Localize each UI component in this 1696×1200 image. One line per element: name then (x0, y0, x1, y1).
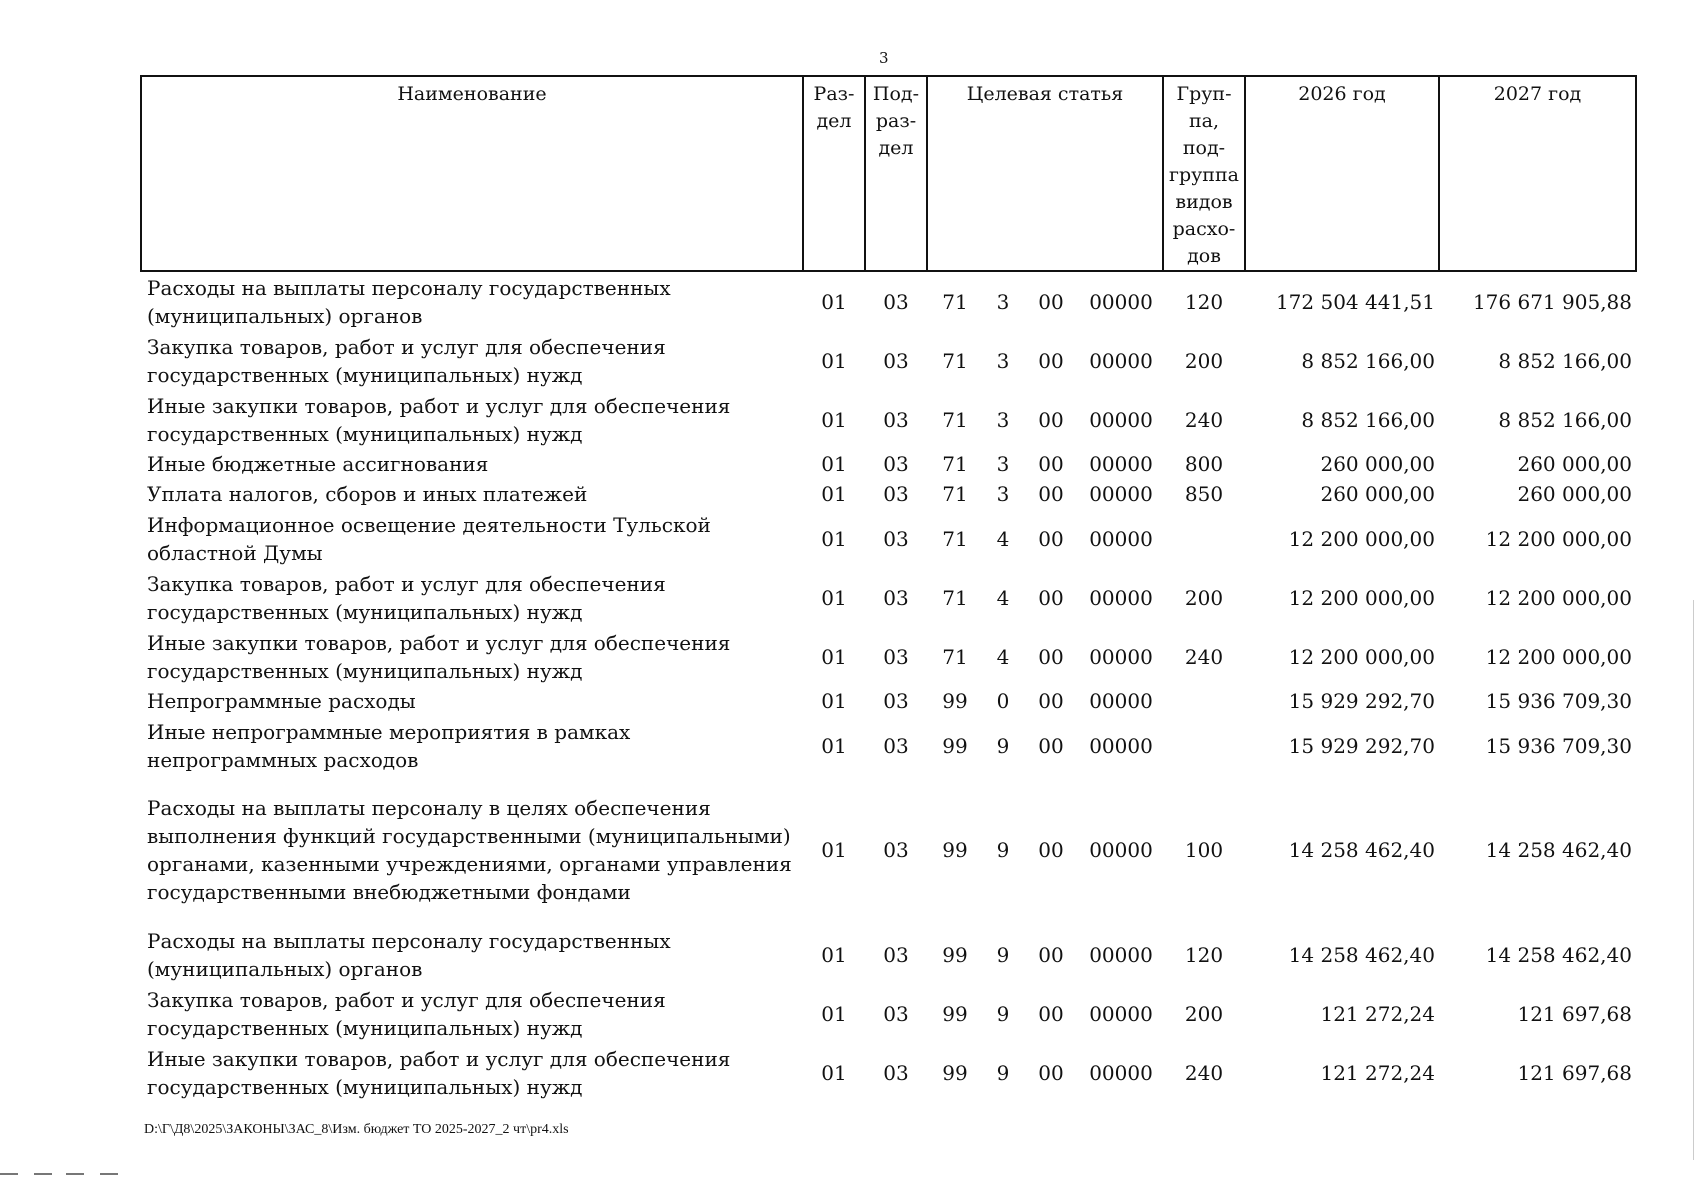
header-year-2026: 2026 год (1245, 76, 1439, 271)
row-amount-2027: 121 697,68 (1517, 1060, 1632, 1085)
budget-table (140, 75, 1637, 1102)
row-razdel: 01 (821, 1060, 847, 1085)
row-target-main-event: 00 (1038, 644, 1064, 669)
row-amount-2027: 8 852 166,00 (1498, 348, 1632, 373)
row-amount-2027: 14 258 462,40 (1485, 942, 1632, 967)
row-target-main-event: 00 (1038, 689, 1064, 713)
row-razdel: 01 (821, 289, 847, 314)
table-row (141, 911, 1636, 984)
row-podrazdel: 03 (883, 452, 909, 476)
row-name: Расходы на выплаты персоналу государственных (муниципальных) органов (147, 928, 671, 981)
row-name: Расходы на выплаты персоналу государственных (муниципальных) органов (147, 275, 671, 328)
row-target-program: 99 (942, 942, 968, 967)
row-razdel: 01 (821, 585, 847, 610)
row-amount-2027: 260 000,00 (1517, 482, 1632, 506)
row-expense-group (1163, 716, 1245, 775)
header-name: Наименование (141, 76, 803, 271)
row-target-program: 99 (942, 1001, 968, 1026)
row-razdel: 01 (821, 407, 847, 432)
row-name: Закупка товаров, работ и услуг для обеспечения государственных (муниципальных) нужд (147, 571, 666, 624)
row-amount-2026: 12 200 000,00 (1288, 585, 1435, 610)
row-amount-2027: 8 852 166,00 (1498, 407, 1632, 432)
row-target-program: 99 (942, 733, 968, 758)
row-amount-2027: 176 671 905,88 (1472, 289, 1632, 314)
row-name: Закупка товаров, работ и услуг для обеспечения государственных (муниципальных) нужд (147, 987, 666, 1040)
row-amount-2026: 14 258 462,40 (1288, 838, 1435, 862)
row-target-direction: 00000 (1089, 1060, 1153, 1085)
row-target-direction: 00000 (1089, 942, 1153, 967)
row-name: Информационное освещение деятельности Тульской областной Думы (147, 512, 711, 565)
row-target-subprogram: 3 (996, 407, 1010, 432)
row-target-main-event: 00 (1038, 733, 1064, 758)
row-target-direction: 00000 (1089, 838, 1153, 862)
row-target-main-event: 00 (1038, 1001, 1064, 1026)
row-amount-2026: 15 929 292,70 (1288, 689, 1435, 713)
row-target-direction: 00000 (1089, 482, 1153, 506)
row-target-subprogram: 4 (996, 526, 1010, 551)
row-target-main-event: 00 (1038, 452, 1064, 476)
row-expense-group: 240 (1184, 644, 1224, 669)
row-name: Иные закупки товаров, работ и услуг для обеспечения государственных (муниципальных) нужд (147, 393, 731, 446)
row-podrazdel: 03 (883, 733, 909, 758)
row-razdel: 01 (821, 838, 847, 862)
row-target-program: 71 (942, 407, 968, 432)
row-target-program: 99 (942, 689, 968, 713)
row-target-direction: 00000 (1089, 644, 1153, 669)
row-amount-2027: 12 200 000,00 (1485, 644, 1632, 669)
row-target-main-event: 00 (1038, 838, 1064, 862)
row-amount-2026: 121 272,24 (1320, 1001, 1435, 1026)
row-target-subprogram: 3 (996, 482, 1010, 506)
header-podrazdel: Под- раз- дел (865, 76, 927, 271)
row-razdel: 01 (821, 733, 847, 758)
row-amount-2026: 15 929 292,70 (1288, 733, 1435, 758)
row-name: Иные закупки товаров, работ и услуг для обеспечения государственных (муниципальных) нужд (147, 630, 731, 683)
scan-mark (66, 1173, 84, 1175)
row-amount-2027: 12 200 000,00 (1485, 585, 1632, 610)
row-razdel: 01 (821, 689, 847, 713)
row-target-program: 71 (942, 348, 968, 373)
row-razdel: 01 (821, 644, 847, 669)
row-target-subprogram: 3 (996, 452, 1010, 476)
row-podrazdel: 03 (883, 348, 909, 373)
row-podrazdel: 03 (883, 838, 909, 862)
table-row (141, 331, 1636, 390)
row-razdel: 01 (821, 942, 847, 967)
row-podrazdel: 03 (883, 526, 909, 551)
row-target-direction: 00000 (1089, 407, 1153, 432)
row-amount-2026: 8 852 166,00 (1301, 348, 1435, 373)
row-target-program: 71 (942, 482, 968, 506)
row-expense-group: 240 (1184, 1060, 1224, 1085)
row-amount-2026: 172 504 441,51 (1275, 289, 1435, 314)
row-amount-2026: 260 000,00 (1320, 452, 1435, 476)
row-target-subprogram: 9 (996, 942, 1010, 967)
row-expense-group: 120 (1184, 289, 1224, 314)
table-row (141, 686, 1636, 716)
scan-mark (100, 1173, 118, 1175)
row-amount-2026: 260 000,00 (1320, 482, 1435, 506)
row-target-subprogram: 4 (996, 644, 1010, 669)
row-target-program: 71 (942, 526, 968, 551)
row-target-main-event: 00 (1038, 585, 1064, 610)
row-target-direction: 00000 (1089, 689, 1153, 713)
page-number: 3 (879, 49, 889, 67)
row-target-main-event: 00 (1038, 482, 1064, 506)
row-target-subprogram: 4 (996, 585, 1010, 610)
row-podrazdel: 03 (883, 1001, 909, 1026)
row-razdel: 01 (821, 482, 847, 506)
table-row (141, 568, 1636, 627)
row-target-direction: 00000 (1089, 1001, 1153, 1026)
row-amount-2027: 12 200 000,00 (1485, 526, 1632, 551)
row-podrazdel: 03 (883, 482, 909, 506)
row-amount-2026: 121 272,24 (1320, 1060, 1435, 1085)
row-target-program: 99 (942, 838, 968, 862)
row-expense-group (1163, 509, 1245, 568)
row-podrazdel: 03 (883, 644, 909, 669)
row-target-subprogram: 0 (996, 689, 1010, 713)
row-amount-2026: 12 200 000,00 (1288, 526, 1435, 551)
row-razdel: 01 (821, 1001, 847, 1026)
table-row (141, 984, 1636, 1043)
row-target-direction: 00000 (1089, 585, 1153, 610)
row-expense-group (1163, 686, 1245, 716)
row-expense-group: 240 (1184, 407, 1224, 432)
row-amount-2026: 8 852 166,00 (1301, 407, 1435, 432)
row-expense-group: 100 (1184, 838, 1224, 862)
row-target-subprogram: 9 (996, 1001, 1010, 1026)
row-name: Непрограммные расходы (147, 689, 416, 713)
row-target-subprogram: 3 (996, 289, 1010, 314)
row-podrazdel: 03 (883, 1060, 909, 1085)
row-target-program: 71 (942, 644, 968, 669)
scan-mark (0, 1173, 18, 1175)
footer-file-path: D:\Г\Д8\2025\ЗАКОНЫ\ЗАС_8\Изм. бюджет ТО 2025-2027_2 чт\pr4.xls (144, 1122, 569, 1137)
row-podrazdel: 03 (883, 689, 909, 713)
row-target-main-event: 00 (1038, 942, 1064, 967)
row-razdel: 01 (821, 452, 847, 476)
row-expense-group: 850 (1184, 482, 1224, 506)
row-target-direction: 00000 (1089, 452, 1153, 476)
table-row (141, 449, 1636, 479)
row-target-main-event: 00 (1038, 407, 1064, 432)
table-row (141, 775, 1636, 911)
row-amount-2027: 15 936 709,30 (1485, 733, 1632, 758)
table-row (141, 627, 1636, 686)
row-amount-2027: 121 697,68 (1517, 1001, 1632, 1026)
table-row (141, 271, 1636, 331)
scan-edge (1693, 600, 1694, 1160)
table-header-row (141, 76, 1636, 271)
row-name: Уплата налогов, сборов и иных платежей (147, 482, 588, 506)
row-target-direction: 00000 (1089, 348, 1153, 373)
row-amount-2027: 260 000,00 (1517, 452, 1632, 476)
row-expense-group: 200 (1184, 1001, 1224, 1026)
row-expense-group: 120 (1184, 942, 1224, 967)
table-row (141, 509, 1636, 568)
row-target-main-event: 00 (1038, 289, 1064, 314)
row-name: Иные закупки товаров, работ и услуг для обеспечения государственных (муниципальных) нужд (147, 1046, 731, 1099)
row-name: Иные бюджетные ассигнования (147, 452, 489, 476)
header-year-2027: 2027 год (1439, 76, 1636, 271)
row-name: Иные непрограммные мероприятия в рамках непрограммных расходов (147, 719, 631, 772)
row-razdel: 01 (821, 526, 847, 551)
row-amount-2027: 14 258 462,40 (1485, 838, 1632, 862)
row-target-program: 71 (942, 452, 968, 476)
header-razdel: Раз- дел (803, 76, 865, 271)
row-podrazdel: 03 (883, 585, 909, 610)
row-target-main-event: 00 (1038, 1060, 1064, 1085)
scan-mark (34, 1173, 52, 1175)
header-target-article: Целевая статья (927, 76, 1163, 271)
row-target-subprogram: 9 (996, 838, 1010, 862)
row-target-subprogram: 9 (996, 733, 1010, 758)
table-row (141, 716, 1636, 775)
row-name: Расходы на выплаты персоналу в целях обеспечения выполнения функций государственными (муниципальными) органами, казенными учреждениями, органами управления государственными внебюджетными фондами (147, 796, 792, 904)
row-podrazdel: 03 (883, 407, 909, 432)
row-amount-2026: 12 200 000,00 (1288, 644, 1435, 669)
row-target-direction: 00000 (1089, 289, 1153, 314)
row-target-program: 71 (942, 585, 968, 610)
table-row (141, 1043, 1636, 1102)
table-row (141, 479, 1636, 509)
row-target-program: 99 (942, 1060, 968, 1085)
row-podrazdel: 03 (883, 289, 909, 314)
row-razdel: 01 (821, 348, 847, 373)
row-expense-group: 200 (1184, 585, 1224, 610)
row-amount-2026: 14 258 462,40 (1288, 942, 1435, 967)
row-target-subprogram: 3 (996, 348, 1010, 373)
header-expense-group: Груп- па, под- группа видов расхо- дов (1163, 76, 1245, 271)
row-target-direction: 00000 (1089, 526, 1153, 551)
row-podrazdel: 03 (883, 942, 909, 967)
row-target-subprogram: 9 (996, 1060, 1010, 1085)
row-amount-2027: 15 936 709,30 (1485, 689, 1632, 713)
row-name: Закупка товаров, работ и услуг для обеспечения государственных (муниципальных) нужд (147, 334, 666, 387)
row-expense-group: 200 (1184, 348, 1224, 373)
row-target-main-event: 00 (1038, 348, 1064, 373)
row-expense-group: 800 (1184, 452, 1224, 476)
row-target-program: 71 (942, 289, 968, 314)
row-target-main-event: 00 (1038, 526, 1064, 551)
table-row (141, 390, 1636, 449)
row-target-direction: 00000 (1089, 733, 1153, 758)
